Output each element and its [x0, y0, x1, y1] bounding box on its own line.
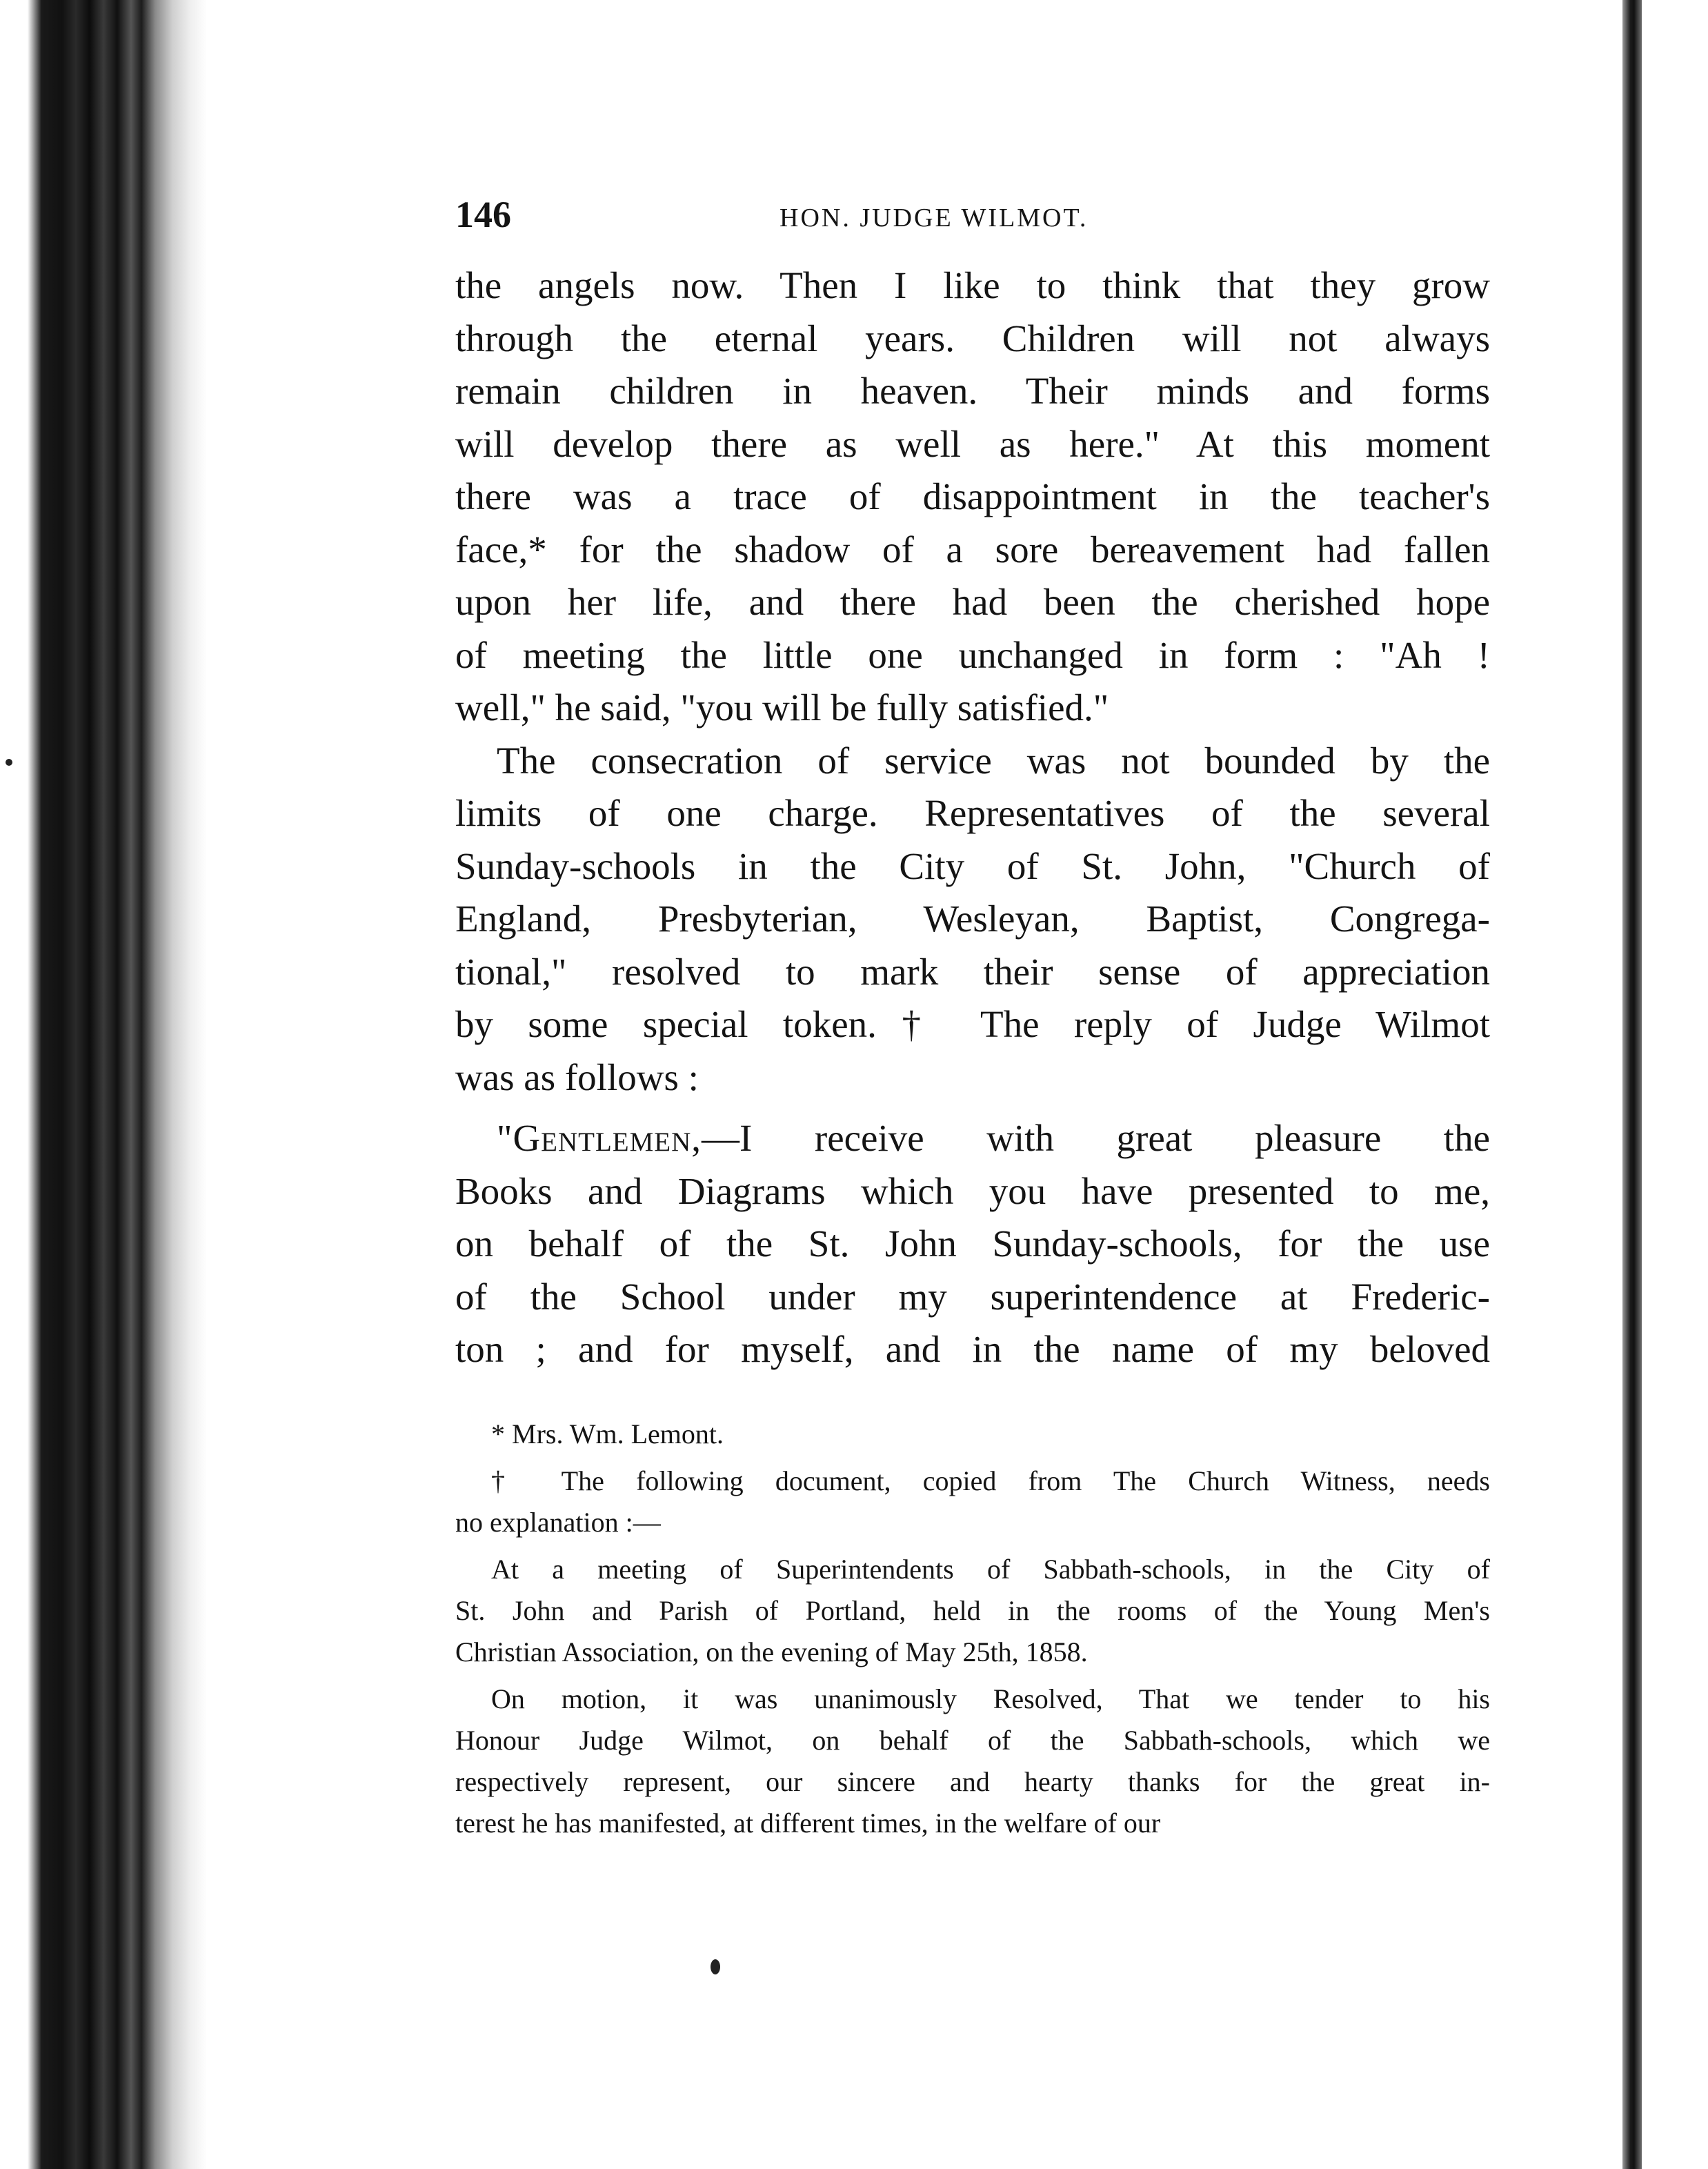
text-line: tional," resolved to mark their sense of appreciation	[455, 950, 1490, 993]
footnote-dagger-line: † The following document, copied from The Church Witness, needs	[491, 1465, 1490, 1496]
text-line: by some special token.† The reply of Judge Wilmot	[455, 1003, 1490, 1045]
paragraph-continuation	[455, 259, 1490, 735]
text-line: on behalf of the St. John Sunday-schools, for the use	[455, 1222, 1490, 1265]
book-spine-shadow	[0, 0, 207, 2169]
text-line: of meeting the little one unchanged in form : "Ah !	[455, 633, 1490, 676]
text-fragment: —I receive with great pleasure the	[702, 1117, 1490, 1159]
right-margin	[1642, 0, 1708, 2169]
text-line: remain children in heaven. Their minds and forms	[455, 370, 1490, 412]
text-line: upon her life, and there had been the cherished hope	[455, 581, 1490, 623]
text-line: well," he said, "you will be fully satisfied."	[455, 686, 1109, 729]
text-line: Books and Diagrams which you have presented to me,	[455, 1169, 1490, 1212]
footnotes	[455, 1414, 1490, 1844]
text-line: face,* for the shadow of a sore bereavement had fallen	[455, 528, 1490, 571]
text-line: England, Presbyterian, Wesleyan, Baptist, Congrega-	[455, 898, 1490, 940]
text-line: there was a trace of disappointment in the teacher's	[455, 475, 1490, 517]
paragraph-reply	[455, 1112, 1490, 1376]
running-head	[455, 186, 1490, 248]
footnote-asterisk: * Mrs. Wm. Lemont.	[491, 1418, 724, 1449]
page-number: 146	[455, 194, 511, 235]
scan-speck	[711, 1959, 720, 1974]
text-line: of the School under my superintendence at Frederic-	[455, 1275, 1490, 1318]
book-page	[455, 186, 1490, 1844]
text-line: through the eternal years. Children will not always	[455, 317, 1490, 359]
paragraph-consecration	[455, 735, 1490, 1105]
text-line: will develop there as well as here." At this moment	[455, 422, 1490, 465]
text-line: Sunday-schools in the City of St. John, "Church of	[455, 844, 1490, 887]
text-line: The consecration of service was not bounded by the	[497, 739, 1490, 782]
text-line: was as follows :	[455, 1056, 699, 1098]
footnote-line: respectively represent, our sincere and hearty thanks for the great in-	[455, 1765, 1490, 1797]
salutation: "Gentlemen,	[497, 1117, 702, 1159]
scan-speck	[6, 759, 12, 766]
footnote-dagger-line: no explanation :—	[455, 1506, 661, 1538]
footnote-line: terest he has manifested, at different times, in the welfare of our	[455, 1807, 1161, 1839]
footnote-line: At a meeting of Superintendents of Sabbath-schools, in the City of	[491, 1553, 1490, 1585]
text-line: limits of one charge. Representatives of the several	[455, 792, 1490, 834]
page-right-edge	[1622, 0, 1642, 2169]
text-line	[455, 1112, 1490, 1165]
footnote-line: Honour Judge Wilmot, on behalf of the Sabbath-schools, which we	[455, 1724, 1490, 1756]
running-title: HON. JUDGE WILMOT.	[779, 204, 1089, 232]
footnote-line: Christian Association, on the evening of May 25th, 1858.	[455, 1636, 1088, 1667]
text-line: the angels now. Then I like to think that they grow	[455, 264, 1490, 306]
text-line: ton ; and for myself, and in the name of my beloved	[455, 1328, 1490, 1370]
footnote-line: St. John and Parish of Portland, held in the rooms of the Young Men's	[455, 1594, 1490, 1626]
footnote-line: On motion, it was unanimously Resolved, That we tender to his	[491, 1683, 1490, 1714]
